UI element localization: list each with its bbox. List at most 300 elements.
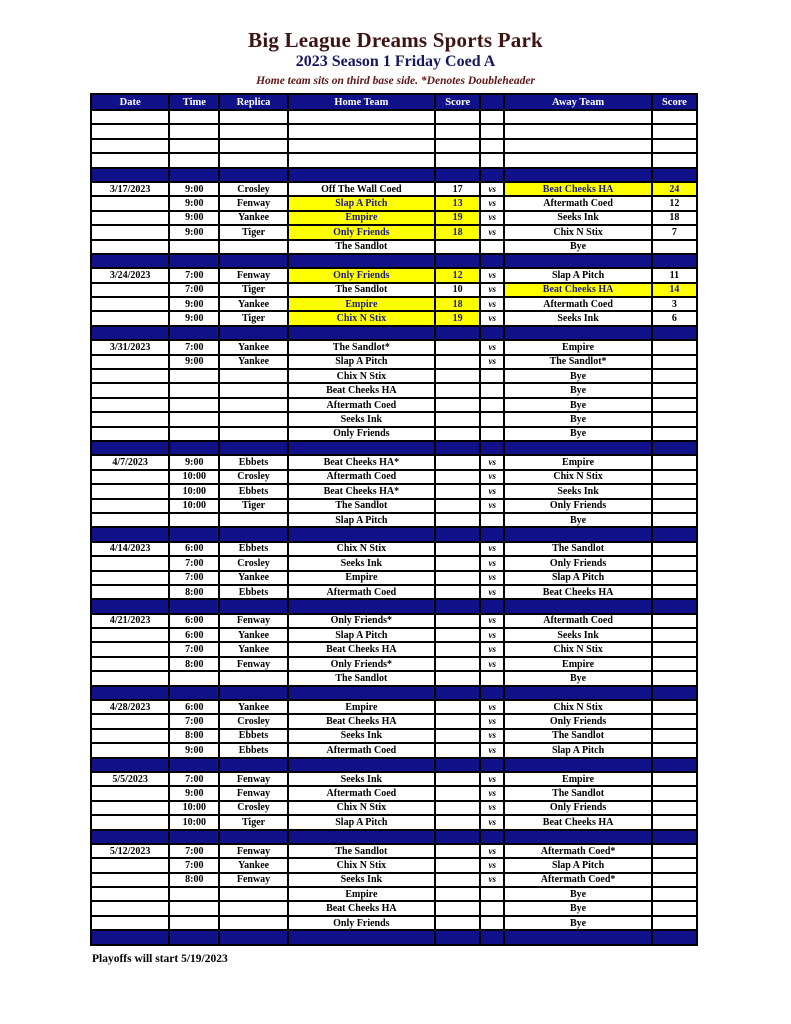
cell-vs xyxy=(480,513,504,527)
cell-away-team: Beat Cheeks HA xyxy=(504,283,651,297)
cell-vs: vs xyxy=(480,657,504,671)
cell-date xyxy=(91,153,169,167)
cell-away-score xyxy=(652,542,697,556)
cell-away-score xyxy=(652,901,697,915)
cell-replica: Fenway xyxy=(219,844,287,858)
cell-time xyxy=(169,930,219,944)
cell-home-team: Chix N Stix xyxy=(288,369,435,383)
cell-vs: vs xyxy=(480,196,504,210)
cell-away-score xyxy=(652,527,697,541)
cell-time: 10:00 xyxy=(169,484,219,498)
cell-vs xyxy=(480,901,504,915)
cell-home-score xyxy=(435,340,480,354)
cell-time xyxy=(169,383,219,397)
cell-date xyxy=(91,599,169,613)
cell-replica xyxy=(219,830,287,844)
cell-home-team xyxy=(288,686,435,700)
cell-time xyxy=(169,240,219,254)
cell-home-score xyxy=(435,772,480,786)
cell-time xyxy=(169,901,219,915)
cell-away-score: 6 xyxy=(652,311,697,325)
cell-home-team: Seeks Ink xyxy=(288,556,435,570)
cell-time: 7:00 xyxy=(169,714,219,728)
cell-home-score xyxy=(435,168,480,182)
cell-home-team xyxy=(288,168,435,182)
cell-vs xyxy=(480,427,504,441)
cell-vs: vs xyxy=(480,542,504,556)
cell-time: 10:00 xyxy=(169,470,219,484)
cell-replica xyxy=(219,124,287,138)
cell-home-team: Slap A Pitch xyxy=(288,513,435,527)
cell-home-team: Beat Cheeks HA* xyxy=(288,455,435,469)
separator-row xyxy=(91,527,697,541)
cell-date xyxy=(91,815,169,829)
cell-away-score xyxy=(652,455,697,469)
cell-home-score xyxy=(435,124,480,138)
cell-away-score: 14 xyxy=(652,283,697,297)
cell-replica: Ebbets xyxy=(219,743,287,757)
playoffs-note: Playoffs will start 5/19/2023 xyxy=(92,952,228,965)
cell-vs: vs xyxy=(480,225,504,239)
cell-away-score: 24 xyxy=(652,182,697,196)
cell-away-score xyxy=(652,758,697,772)
cell-date: 5/12/2023 xyxy=(91,844,169,858)
cell-home-score xyxy=(435,441,480,455)
cell-time: 7:00 xyxy=(169,772,219,786)
cell-replica xyxy=(219,240,287,254)
cell-time: 7:00 xyxy=(169,283,219,297)
game-row xyxy=(91,556,697,570)
cell-time xyxy=(169,671,219,685)
cell-home-team xyxy=(288,153,435,167)
cell-home-team: Only Friends xyxy=(288,268,435,282)
cell-away-team: Bye xyxy=(504,671,651,685)
cell-away-team xyxy=(504,153,651,167)
cell-away-team: Bye xyxy=(504,383,651,397)
cell-home-team: Seeks Ink xyxy=(288,873,435,887)
game-row xyxy=(91,657,697,671)
cell-home-team: Chix N Stix xyxy=(288,858,435,872)
cell-away-team: Seeks Ink xyxy=(504,211,651,225)
cell-date: 4/7/2023 xyxy=(91,455,169,469)
cell-home-team: Empire xyxy=(288,887,435,901)
cell-home-score xyxy=(435,758,480,772)
cell-replica: Tiger xyxy=(219,311,287,325)
game-row xyxy=(91,340,697,354)
cell-replica: Fenway xyxy=(219,786,287,800)
cell-time xyxy=(169,830,219,844)
cell-vs xyxy=(480,686,504,700)
cell-home-team: The Sandlot xyxy=(288,283,435,297)
cell-away-team xyxy=(504,599,651,613)
cell-home-score xyxy=(435,671,480,685)
cell-date xyxy=(91,786,169,800)
cell-away-score xyxy=(652,340,697,354)
cell-away-score xyxy=(652,441,697,455)
cell-date: 3/17/2023 xyxy=(91,182,169,196)
cell-home-team: Beat Cheeks HA* xyxy=(288,484,435,498)
cell-home-score xyxy=(435,686,480,700)
bye-row xyxy=(91,412,697,426)
cell-away-team: Bye xyxy=(504,916,651,930)
cell-replica: Yankee xyxy=(219,700,287,714)
bye-row xyxy=(91,671,697,685)
cell-replica: Yankee xyxy=(219,642,287,656)
cell-home-team: Beat Cheeks HA xyxy=(288,901,435,915)
cell-date: 5/5/2023 xyxy=(91,772,169,786)
game-row xyxy=(91,484,697,498)
cell-home-team: Seeks Ink xyxy=(288,729,435,743)
cell-time xyxy=(169,758,219,772)
cell-home-team: Beat Cheeks HA xyxy=(288,714,435,728)
bye-row xyxy=(91,398,697,412)
cell-date xyxy=(91,571,169,585)
cell-home-score: 19 xyxy=(435,311,480,325)
cell-time xyxy=(169,254,219,268)
cell-home-score: 12 xyxy=(435,268,480,282)
cell-replica xyxy=(219,599,287,613)
cell-away-team xyxy=(504,110,651,124)
cell-home-team: Seeks Ink xyxy=(288,412,435,426)
bye-row xyxy=(91,887,697,901)
game-row xyxy=(91,470,697,484)
cell-away-team xyxy=(504,124,651,138)
cell-date xyxy=(91,642,169,656)
cell-away-team: The Sandlot xyxy=(504,729,651,743)
cell-home-team: Empire xyxy=(288,211,435,225)
game-row xyxy=(91,815,697,829)
cell-date xyxy=(91,873,169,887)
cell-home-team: Chix N Stix xyxy=(288,801,435,815)
cell-away-team: Chix N Stix xyxy=(504,470,651,484)
cell-away-score xyxy=(652,930,697,944)
cell-home-team xyxy=(288,254,435,268)
cell-date xyxy=(91,830,169,844)
game-row xyxy=(91,786,697,800)
cell-time xyxy=(169,686,219,700)
cell-home-score xyxy=(435,513,480,527)
cell-away-score xyxy=(652,571,697,585)
cell-home-score xyxy=(435,427,480,441)
cell-date xyxy=(91,484,169,498)
header-replica: Replica xyxy=(219,94,287,110)
cell-away-team xyxy=(504,441,651,455)
cell-away-score xyxy=(652,110,697,124)
cell-replica: Crosley xyxy=(219,470,287,484)
cell-replica xyxy=(219,930,287,944)
cell-time: 10:00 xyxy=(169,815,219,829)
game-row xyxy=(91,801,697,815)
cell-home-team: Aftermath Coed xyxy=(288,470,435,484)
cell-replica: Crosley xyxy=(219,714,287,728)
header-home-team: Home Team xyxy=(288,94,435,110)
cell-vs: vs xyxy=(480,743,504,757)
cell-replica: Ebbets xyxy=(219,484,287,498)
game-row xyxy=(91,355,697,369)
cell-home-team: Only Friends* xyxy=(288,614,435,628)
cell-replica: Ebbets xyxy=(219,455,287,469)
cell-date xyxy=(91,383,169,397)
cell-away-score xyxy=(652,427,697,441)
cell-vs xyxy=(480,383,504,397)
cell-home-score: 17 xyxy=(435,182,480,196)
cell-away-score xyxy=(652,398,697,412)
cell-replica xyxy=(219,153,287,167)
cell-away-team: Only Friends xyxy=(504,499,651,513)
cell-replica xyxy=(219,686,287,700)
cell-away-team xyxy=(504,830,651,844)
title-block xyxy=(0,0,791,88)
cell-date xyxy=(91,628,169,642)
cell-date xyxy=(91,729,169,743)
cell-away-score xyxy=(652,124,697,138)
cell-replica: Tiger xyxy=(219,225,287,239)
cell-away-team xyxy=(504,930,651,944)
cell-replica xyxy=(219,427,287,441)
cell-away-score xyxy=(652,254,697,268)
game-row xyxy=(91,283,697,297)
cell-replica: Yankee xyxy=(219,628,287,642)
cell-date xyxy=(91,513,169,527)
cell-vs: vs xyxy=(480,268,504,282)
cell-time xyxy=(169,916,219,930)
cell-date xyxy=(91,858,169,872)
cell-home-team xyxy=(288,758,435,772)
cell-away-score: 12 xyxy=(652,196,697,210)
cell-away-team: Empire xyxy=(504,657,651,671)
cell-away-team: Only Friends xyxy=(504,801,651,815)
cell-home-score xyxy=(435,830,480,844)
cell-away-score xyxy=(652,153,697,167)
cell-home-score xyxy=(435,657,480,671)
cell-away-team xyxy=(504,326,651,340)
cell-away-score xyxy=(652,671,697,685)
cell-date xyxy=(91,412,169,426)
cell-away-team: Bye xyxy=(504,369,651,383)
cell-away-score xyxy=(652,686,697,700)
cell-home-score xyxy=(435,556,480,570)
page-subtitle: 2023 Season 1 Friday Coed A xyxy=(295,53,496,70)
cell-away-score xyxy=(652,355,697,369)
cell-date xyxy=(91,139,169,153)
cell-date xyxy=(91,240,169,254)
game-row xyxy=(91,729,697,743)
game-row xyxy=(91,542,697,556)
game-row xyxy=(91,571,697,585)
cell-replica xyxy=(219,383,287,397)
cell-time: 9:00 xyxy=(169,311,219,325)
cell-away-score xyxy=(652,916,697,930)
cell-date xyxy=(91,657,169,671)
cell-away-team: Empire xyxy=(504,455,651,469)
cell-away-score xyxy=(652,614,697,628)
cell-away-team: Slap A Pitch xyxy=(504,743,651,757)
cell-time xyxy=(169,139,219,153)
cell-away-score xyxy=(652,484,697,498)
cell-replica: Yankee xyxy=(219,211,287,225)
cell-vs xyxy=(480,139,504,153)
game-row xyxy=(91,499,697,513)
cell-vs: vs xyxy=(480,311,504,325)
cell-away-team xyxy=(504,139,651,153)
cell-vs xyxy=(480,369,504,383)
bye-row xyxy=(91,383,697,397)
cell-date xyxy=(91,916,169,930)
cell-time xyxy=(169,527,219,541)
game-row xyxy=(91,196,697,210)
game-row xyxy=(91,628,697,642)
cell-replica xyxy=(219,326,287,340)
cell-time: 7:00 xyxy=(169,858,219,872)
cell-home-team: Beat Cheeks HA xyxy=(288,383,435,397)
cell-replica: Yankee xyxy=(219,571,287,585)
cell-time: 7:00 xyxy=(169,642,219,656)
cell-away-team xyxy=(504,686,651,700)
cell-away-team: Bye xyxy=(504,240,651,254)
empty-row xyxy=(91,153,697,167)
cell-away-score xyxy=(652,240,697,254)
cell-home-team: Chix N Stix xyxy=(288,311,435,325)
cell-time: 7:00 xyxy=(169,556,219,570)
cell-date xyxy=(91,369,169,383)
cell-time: 8:00 xyxy=(169,729,219,743)
cell-vs: vs xyxy=(480,729,504,743)
game-row xyxy=(91,211,697,225)
cell-home-score xyxy=(435,815,480,829)
cell-time: 6:00 xyxy=(169,628,219,642)
cell-date xyxy=(91,930,169,944)
cell-vs xyxy=(480,599,504,613)
cell-away-score: 18 xyxy=(652,211,697,225)
cell-replica xyxy=(219,441,287,455)
cell-home-team: The Sandlot xyxy=(288,844,435,858)
cell-vs: vs xyxy=(480,297,504,311)
cell-home-team: The Sandlot xyxy=(288,240,435,254)
cell-time xyxy=(169,398,219,412)
cell-home-score xyxy=(435,916,480,930)
cell-away-team: Beat Cheeks HA xyxy=(504,585,651,599)
cell-replica: Yankee xyxy=(219,355,287,369)
cell-away-team: Bye xyxy=(504,887,651,901)
cell-home-score xyxy=(435,355,480,369)
cell-replica xyxy=(219,139,287,153)
cell-home-score xyxy=(435,139,480,153)
cell-time: 9:00 xyxy=(169,225,219,239)
cell-home-team: Only Friends xyxy=(288,916,435,930)
cell-away-team: Aftermath Coed xyxy=(504,614,651,628)
cell-home-team xyxy=(288,110,435,124)
cell-date: 4/21/2023 xyxy=(91,614,169,628)
cell-home-team: Empire xyxy=(288,700,435,714)
cell-away-team: Beat Cheeks HA xyxy=(504,815,651,829)
cell-time: 7:00 xyxy=(169,571,219,585)
cell-replica: Fenway xyxy=(219,614,287,628)
empty-row xyxy=(91,124,697,138)
cell-home-score xyxy=(435,240,480,254)
cell-away-score xyxy=(652,657,697,671)
cell-away-score xyxy=(652,513,697,527)
cell-vs xyxy=(480,441,504,455)
page-title: Big League Dreams Sports Park xyxy=(248,28,543,52)
cell-date xyxy=(91,714,169,728)
cell-replica: Ebbets xyxy=(219,585,287,599)
table-header-row xyxy=(91,94,697,110)
cell-date xyxy=(91,585,169,599)
cell-home-team: Aftermath Coed xyxy=(288,786,435,800)
game-row xyxy=(91,714,697,728)
cell-date xyxy=(91,556,169,570)
cell-time: 7:00 xyxy=(169,844,219,858)
cell-home-score xyxy=(435,599,480,613)
cell-away-score xyxy=(652,642,697,656)
cell-vs: vs xyxy=(480,801,504,815)
cell-away-team: Chix N Stix xyxy=(504,642,651,656)
cell-home-score xyxy=(435,858,480,872)
bye-row xyxy=(91,901,697,915)
cell-time xyxy=(169,513,219,527)
cell-date xyxy=(91,355,169,369)
cell-away-score: 3 xyxy=(652,297,697,311)
cell-vs: vs xyxy=(480,700,504,714)
game-row xyxy=(91,311,697,325)
cell-time xyxy=(169,369,219,383)
cell-home-score xyxy=(435,801,480,815)
cell-home-team: Aftermath Coed xyxy=(288,585,435,599)
cell-date xyxy=(91,398,169,412)
cell-time: 9:00 xyxy=(169,355,219,369)
cell-home-score xyxy=(435,930,480,944)
cell-replica xyxy=(219,412,287,426)
bye-row xyxy=(91,427,697,441)
cell-time xyxy=(169,168,219,182)
cell-replica xyxy=(219,369,287,383)
cell-home-score xyxy=(435,642,480,656)
cell-away-team: Aftermath Coed* xyxy=(504,873,651,887)
cell-home-score xyxy=(435,527,480,541)
cell-away-score xyxy=(652,168,697,182)
cell-date xyxy=(91,225,169,239)
cell-replica: Fenway xyxy=(219,196,287,210)
cell-away-score xyxy=(652,714,697,728)
cell-away-team: Seeks Ink xyxy=(504,484,651,498)
cell-home-team: Off The Wall Coed xyxy=(288,182,435,196)
cell-home-team: The Sandlot* xyxy=(288,340,435,354)
cell-away-team: Seeks Ink xyxy=(504,628,651,642)
cell-time: 10:00 xyxy=(169,801,219,815)
separator-row xyxy=(91,441,697,455)
cell-vs: vs xyxy=(480,182,504,196)
cell-vs: vs xyxy=(480,614,504,628)
cell-away-score xyxy=(652,743,697,757)
cell-home-score xyxy=(435,110,480,124)
cell-vs xyxy=(480,527,504,541)
cell-home-team xyxy=(288,139,435,153)
cell-away-team: Only Friends xyxy=(504,714,651,728)
cell-home-score: 18 xyxy=(435,297,480,311)
cell-away-score xyxy=(652,772,697,786)
cell-replica: Yankee xyxy=(219,297,287,311)
game-row xyxy=(91,585,697,599)
cell-replica: Ebbets xyxy=(219,542,287,556)
game-row xyxy=(91,873,697,887)
cell-date: 4/28/2023 xyxy=(91,700,169,714)
cell-home-team: Only Friends xyxy=(288,427,435,441)
game-row xyxy=(91,225,697,239)
cell-date xyxy=(91,427,169,441)
cell-time xyxy=(169,110,219,124)
game-row xyxy=(91,844,697,858)
cell-vs xyxy=(480,412,504,426)
